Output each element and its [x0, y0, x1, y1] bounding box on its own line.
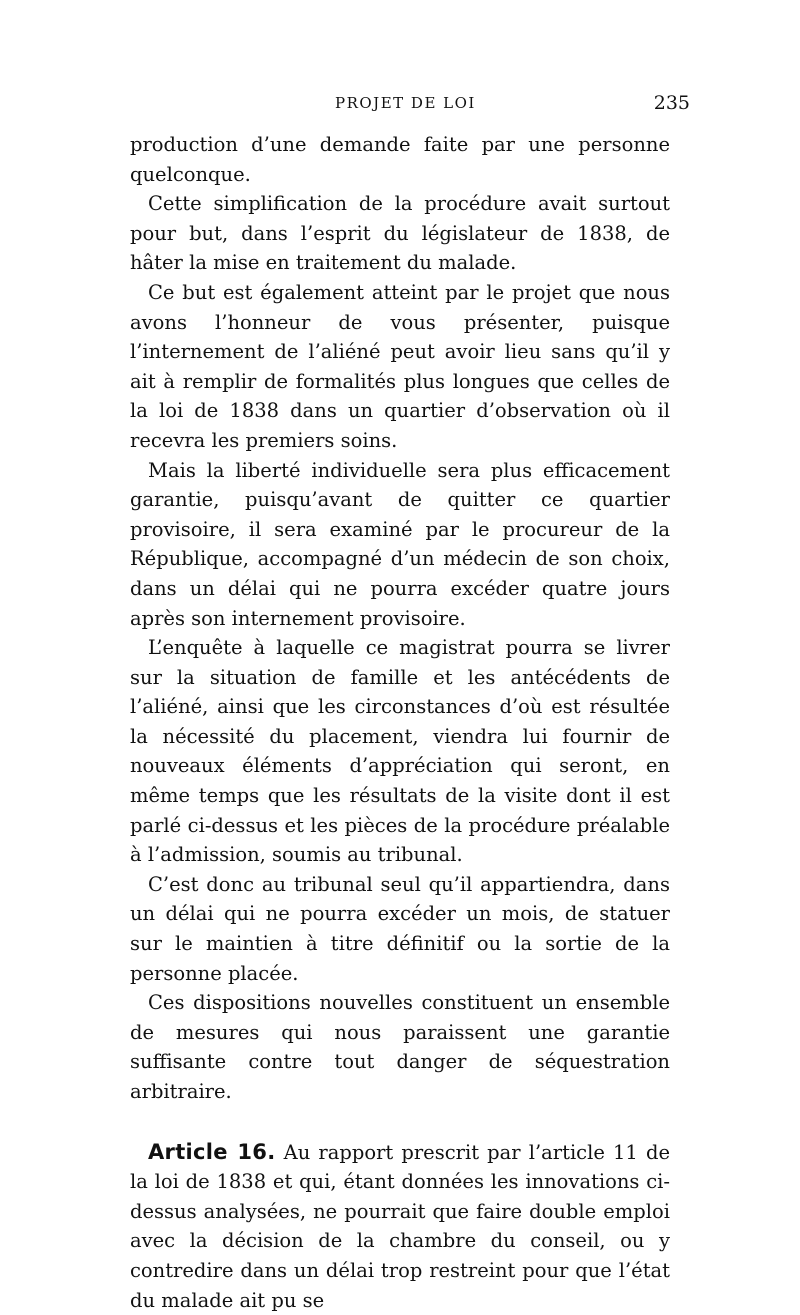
paragraph: C’est donc au tribunal seul qu’il appartiendra, dans un délai qui ne pourra excéder un mois, de statuer sur le maintien à titre définitif ou la sortie de la personne placée. — [130, 872, 670, 985]
page-number: 235 — [653, 92, 690, 114]
paragraph: Cette simplification de la procédure avait surtout pour but, dans l’esprit du législateur de 1838, de hâter la mise en traitement du malade. — [130, 192, 670, 275]
paragraph: Ces dispositions nouvelles constituent un ensemble de mesures qui nous paraissent une garantie suffisante contre tout danger de séquestration arbitraire. — [130, 991, 670, 1103]
paragraph: Mais la liberté individuelle sera plus efficacement garantie, puisqu’avant de quitter ce quartier provisoire, il sera examiné par le procureur de la République, accompagné d’un médecin de son choix, dans un délai qui ne pourra excéder quatre jours après son internement provisoire. — [130, 458, 670, 630]
paragraph: L’enquête à laquelle ce magistrat pourra se livrer sur la situation de famille et les antécédents de l’aliéné, ainsi que les circonstances d’où est résultée la nécessité du placement, viendra lui fournir de nouveaux éléments d’appréciation qui seront, en même temps que les résultats de la visite dont il est parlé ci-dessus et les pièces de la procédure préalable à l’admission, soumis au tribunal. — [130, 636, 670, 867]
body-text — [130, 130, 670, 1315]
paragraph-continuation: production d’une demande faite par une personne quelconque. — [130, 133, 670, 186]
article-label: Article 16. — [148, 1139, 276, 1164]
running-title: PROJET DE LOI — [335, 94, 476, 112]
running-head — [130, 94, 690, 120]
article-paragraph — [130, 1138, 670, 1315]
article-text: Au rapport prescrit par l’article 11 de la loi de 1838 et qui, étant données les innovations ci-dessus analysées, ne pourrait que faire double emploi avec la décision de la chambre du conseil, ou y contredire dans un délai trop restreint pour que l’état du malade ait pu se — [130, 1140, 670, 1312]
paragraph: Ce but est également atteint par le projet que nous avons l’honneur de vous présenter, puisque l’internement de l’aliéné peut avoir lieu sans qu’il y ait à remplir de formalités plus longues que celles de la loi de 1838 dans un quartier d’observation où il recevra les premiers soins. — [130, 280, 670, 452]
